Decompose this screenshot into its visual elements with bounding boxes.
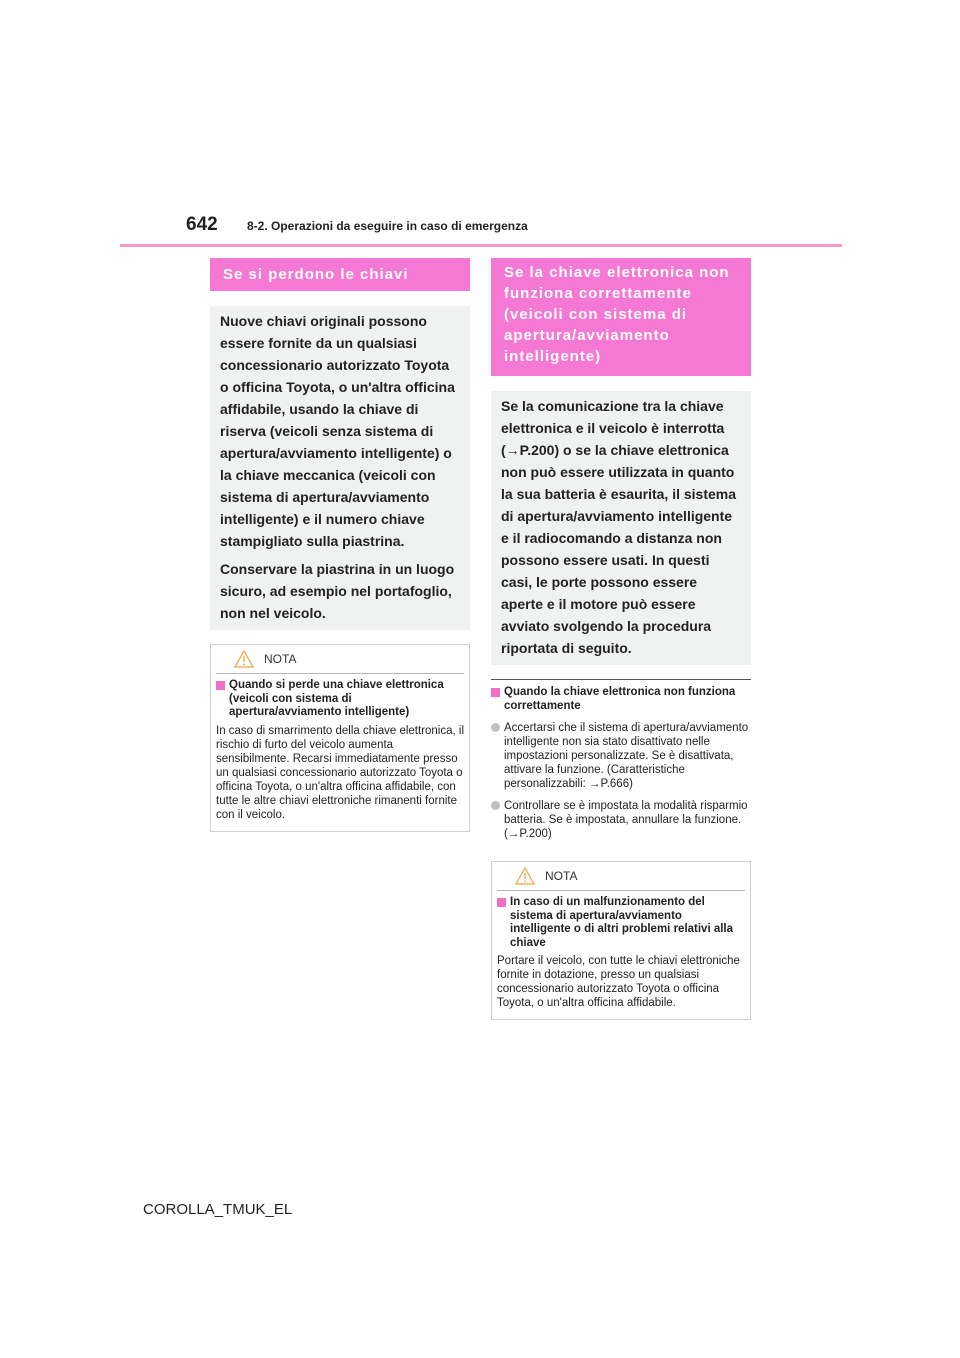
warning-triangle-icon <box>234 650 254 668</box>
square-bullet-icon <box>491 688 500 697</box>
square-bullet-icon <box>497 898 506 907</box>
nota-label: NOTA <box>264 652 297 666</box>
nota-box <box>491 861 751 1020</box>
info-section <box>491 679 751 841</box>
intro-paragraph: Conservare la piastrina in un luogo sicuro, ad esempio nel portafoglio, non nel veicolo. <box>220 561 455 621</box>
section-heading-lost-keys: Se si perdono le chiavi <box>210 258 470 291</box>
list-item <box>491 721 751 791</box>
intro-box-lost-keys <box>210 306 470 630</box>
intro-box-key-malfunction <box>491 391 751 665</box>
list-item-text: Accertarsi che il sistema di apertura/avviamento intelligente non sia stato disattivato nelle impostazioni personalizzate. Se è disattivata, attivare la funzione. (Caratteristiche personalizzabili: →P.666) <box>504 722 749 790</box>
nota-box <box>210 644 470 832</box>
nota-header <box>216 645 464 674</box>
nota-title-row <box>497 896 745 950</box>
intro-paragraph: Nuove chiavi originali possono essere fornite da un qualsiasi concessionario autorizzato Toyota o officina Toyota, o un'altra officina affidabile, usando la chiave di riserva (veicoli senza sistema di apertura/avviamento intelligente) o la chiave meccanica (veicoli con sistema di apertura/avviamento intelligente) e il numero chiave stampigliato sulla piastrina. <box>220 313 455 549</box>
info-title-row <box>491 686 751 713</box>
nota-body: Portare il veicolo, con tutte le chiavi elettroniche fornite in dotazione, presso un qualsiasi concessionario autorizzato Toyota o officina Toyota, o un'altra officina affidabile. <box>497 955 740 1009</box>
header-rule <box>120 244 842 247</box>
nota-body: In caso di smarrimento della chiave elettronica, il rischio di furto del veicolo aumenta sensibilmente. Recarsi immediatamente presso un qualsiasi concessionario autorizzato Toyota o officina Toyota, o un'altra officina affidabile, con tutte le altre chiavi elettroniche rimanenti fornite con il veicolo. <box>216 724 465 821</box>
intro-paragraph: Se la comunicazione tra la chiave elettronica e il veicolo è interrotta (→P.200) o se la chiave elettronica non può essere utilizzata in quanto la sua batteria è esaurita, il sistema di apertura/avviamento intelligente e il radiocomando a distanza non possono essere usati. In questi casi, le porte possono essere aperte e il motore può essere avviato svolgendo la procedura riportata di seguito. <box>501 398 737 656</box>
list-item-text: Controllare se è impostata la modalità risparmio batteria. Se è impostata, annullare la funzione. (→P.200) <box>504 800 748 840</box>
square-bullet-icon <box>216 681 225 690</box>
footer-model-code: COROLLA_TMUK_EL <box>143 1201 293 1218</box>
nota-title-row <box>216 679 464 720</box>
page-number: 642 <box>186 214 218 235</box>
nota-header <box>497 862 745 891</box>
warning-triangle-icon <box>515 867 535 885</box>
chapter-title: 8-2. Operazioni da eseguire in caso di emergenza <box>247 219 528 233</box>
circle-bullet-icon <box>491 723 500 732</box>
left-column <box>210 258 470 832</box>
nota-label: NOTA <box>545 869 578 883</box>
info-title: Quando la chiave elettronica non funziona correttamente <box>504 686 736 712</box>
nota-title: Quando si perde una chiave elettronica (veicoli con sistema di apertura/avviamento intelligente) <box>229 679 444 718</box>
circle-bullet-icon <box>491 801 500 810</box>
section-heading-key-malfunction: Se la chiave elettronica non funziona correttamente (veicoli con sistema di apertura/avviamento intelligente) <box>491 258 751 376</box>
nota-title: In caso di un malfunzionamento del sistema di apertura/avviamento intelligente o di altri problemi relativi alla chiave <box>510 896 734 949</box>
right-column <box>491 258 751 1020</box>
list-item <box>491 799 751 841</box>
